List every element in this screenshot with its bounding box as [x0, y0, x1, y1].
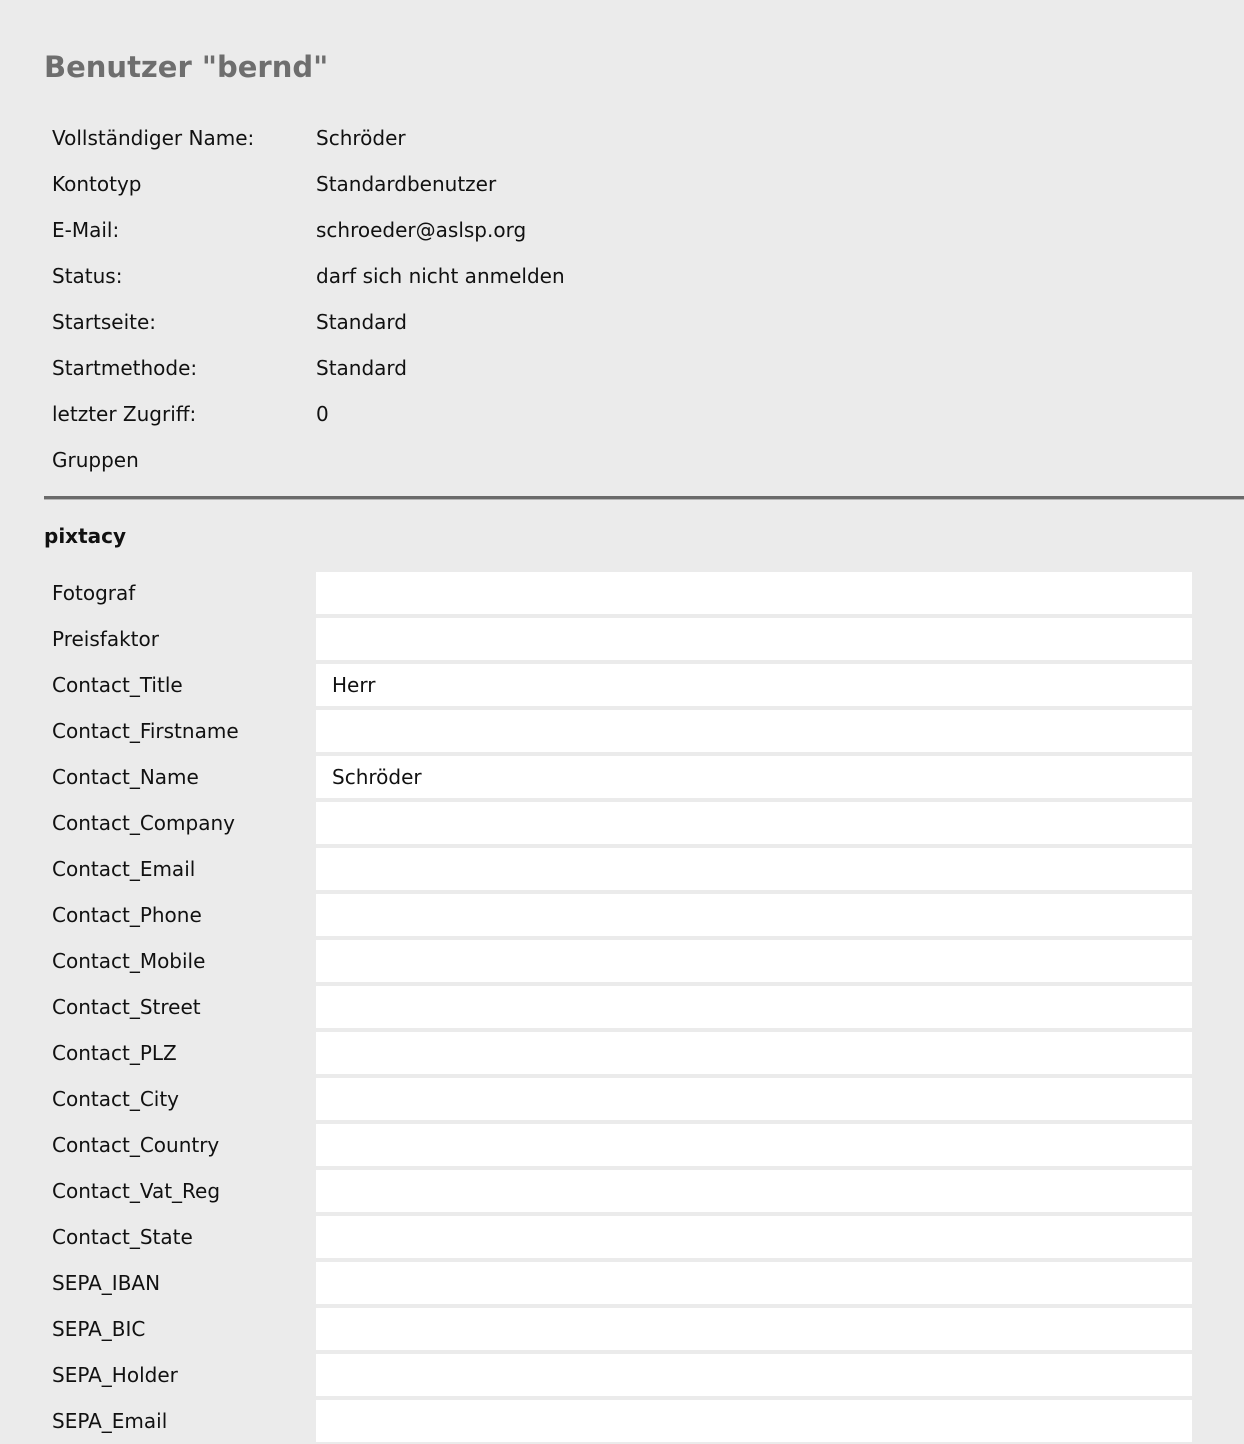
field-row-preisfaktor [44, 616, 1194, 662]
field-label: SEPA_IBAN [52, 1271, 161, 1295]
field-label: Contact_Country [52, 1133, 220, 1157]
info-label: Startseite: [52, 310, 157, 334]
preisfaktor-input[interactable] [316, 618, 1192, 660]
sepa-email-input[interactable] [316, 1400, 1192, 1442]
info-label: E-Mail: [52, 218, 120, 242]
contact-mobile-input[interactable] [316, 940, 1192, 982]
pixtacy-fields [44, 570, 1194, 1444]
field-label: Contact_Firstname [52, 719, 239, 743]
info-label: Kontotyp [52, 172, 142, 196]
info-label: Gruppen [52, 448, 139, 472]
field-row-sepa-email [44, 1398, 1194, 1444]
field-row-contact-mobile [44, 938, 1194, 984]
field-row-contact-street [44, 984, 1194, 1030]
info-value: Standard [316, 310, 407, 334]
field-label: SEPA_Email [52, 1409, 168, 1433]
info-row-email [44, 207, 1244, 253]
contact-firstname-input[interactable] [316, 710, 1192, 752]
contact-city-input[interactable] [316, 1078, 1192, 1120]
field-label: Contact_Email [52, 857, 196, 881]
info-value: darf sich nicht anmelden [316, 264, 565, 288]
field-label: SEPA_Holder [52, 1363, 178, 1387]
field-row-sepa-holder [44, 1352, 1194, 1398]
contact-name-input[interactable] [316, 756, 1192, 798]
field-row-contact-plz [44, 1030, 1194, 1076]
info-row-status [44, 253, 1244, 299]
field-label: Contact_Phone [52, 903, 202, 927]
fotograf-input[interactable] [316, 572, 1192, 614]
field-label: Contact_PLZ [52, 1041, 177, 1065]
sepa-holder-input[interactable] [316, 1354, 1192, 1396]
field-row-contact-city [44, 1076, 1194, 1122]
info-value: Standardbenutzer [316, 172, 497, 196]
field-label: Contact_Name [52, 765, 199, 789]
contact-phone-input[interactable] [316, 894, 1192, 936]
field-row-contact-email [44, 846, 1194, 892]
info-row-account-type [44, 161, 1244, 207]
field-row-contact-company [44, 800, 1194, 846]
section-divider [44, 496, 1244, 500]
info-label: Startmethode: [52, 356, 198, 380]
contact-title-input[interactable] [316, 664, 1192, 706]
field-label: Contact_Street [52, 995, 201, 1019]
info-value: Schröder [316, 126, 406, 150]
contact-company-input[interactable] [316, 802, 1192, 844]
sepa-iban-input[interactable] [316, 1262, 1192, 1304]
info-row-full-name [44, 115, 1244, 161]
info-label: Vollständiger Name: [52, 126, 255, 150]
field-label: Contact_State [52, 1225, 193, 1249]
info-value: 0 [316, 402, 329, 426]
field-label: Fotograf [52, 581, 136, 605]
info-row-start-page [44, 299, 1244, 345]
field-row-contact-state [44, 1214, 1194, 1260]
contact-plz-input[interactable] [316, 1032, 1192, 1074]
field-label: Contact_City [52, 1087, 180, 1111]
field-row-sepa-iban [44, 1260, 1194, 1306]
contact-state-input[interactable] [316, 1216, 1192, 1258]
field-label: Contact_Vat_Reg [52, 1179, 221, 1203]
info-label: Status: [52, 264, 123, 288]
sepa-bic-input[interactable] [316, 1308, 1192, 1350]
page-title: Benutzer "bernd" [44, 50, 329, 84]
user-info-table [44, 115, 1244, 483]
contact-street-input[interactable] [316, 986, 1192, 1028]
info-row-groups [44, 437, 1244, 483]
contact-country-input[interactable] [316, 1124, 1192, 1166]
info-label: letzter Zugriff: [52, 402, 197, 426]
info-row-start-method [44, 345, 1244, 391]
field-row-contact-title [44, 662, 1194, 708]
field-row-contact-firstname [44, 708, 1194, 754]
section-title: pixtacy [44, 524, 127, 548]
info-row-last-access [44, 391, 1244, 437]
field-row-contact-name [44, 754, 1194, 800]
info-value: Standard [316, 356, 407, 380]
field-label: Contact_Company [52, 811, 235, 835]
field-row-contact-phone [44, 892, 1194, 938]
field-label: Contact_Mobile [52, 949, 206, 973]
field-label: SEPA_BIC [52, 1317, 146, 1341]
field-row-contact-country [44, 1122, 1194, 1168]
field-label: Preisfaktor [52, 627, 159, 651]
info-value: schroeder@aslsp.org [316, 218, 527, 242]
contact-email-input[interactable] [316, 848, 1192, 890]
field-label: Contact_Title [52, 673, 183, 697]
field-row-sepa-bic [44, 1306, 1194, 1352]
field-row-fotograf [44, 570, 1194, 616]
contact-vat-reg-input[interactable] [316, 1170, 1192, 1212]
field-row-contact-vat-reg [44, 1168, 1194, 1214]
